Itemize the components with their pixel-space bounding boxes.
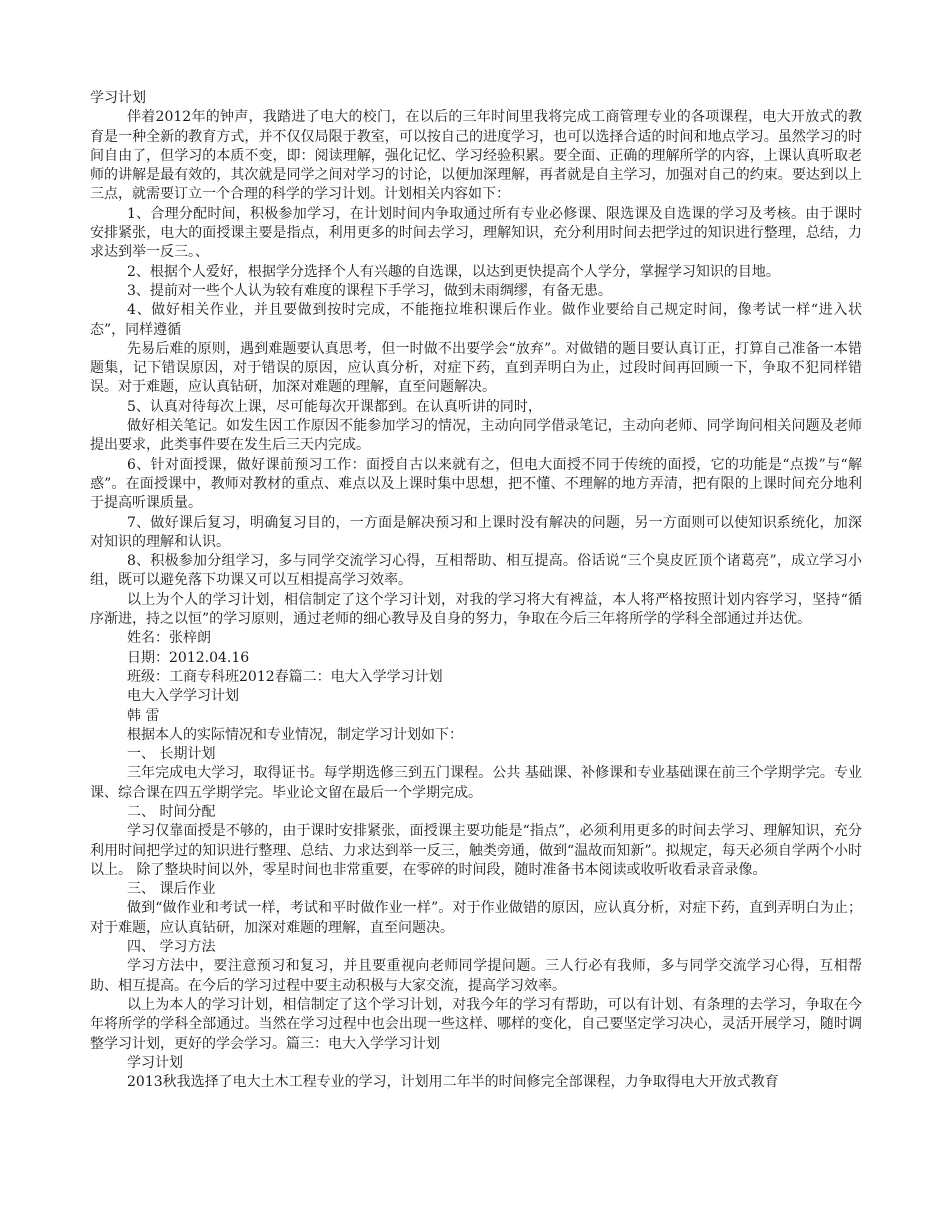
paragraph: 8、积极参加分组学习，多与同学交流学习心得，互相帮助、相互提高。俗话说“三个臭皮匠顶个诸葛亮”，成立学习小组，既可以避免落下功课又可以互相提高学习效率。	[90, 553, 862, 589]
paragraph: 日期：2012.04.16	[127, 649, 250, 666]
paragraph: 6、针对面授课，做好课前预习工作：面授自古以来就有之，但电大面授不同于传统的面授，它的功能是“点拨”与“解惑”。在面授课中，教师对教材的重点、难点以及上课时集中思想，把不懂、不理解的地方弄清，把有限的上课时间充分地利于提高听课质量。	[90, 456, 862, 512]
paragraph: 班级：工商专科班2012春篇二：电大入学学习计划	[127, 668, 443, 685]
paragraph: 四、 学习方法	[127, 939, 216, 956]
paragraph: 做到“做作业和考试一样，考试和平时做作业一样”。对于作业做错的原因，应认真分析，对症下药，直到弄明白为止；对于难题，应认真钻研，加深对难题的理解，直至问题决。	[90, 900, 862, 936]
paragraph: 以上为个人的学习计划，相信制定了这个学习计划，对我的学习将大有裨益，本人将严格按照计划内容学习，坚持“循序渐进，持之以恒”的学习原则，通过老师的细心教导及自身的努力，争取在今后三年将所学的学科全部通过并达优。	[90, 591, 862, 628]
paragraph: 根据本人的实际情况和专业情况，制定学习计划如下：	[127, 726, 463, 743]
paragraph: 二、 时间分配	[127, 803, 216, 820]
document-body	[90, 89, 862, 1092]
paragraph: 5、认真对待每次上课，尽可能每次开课都到。在认真听讲的同时，	[127, 398, 542, 415]
paragraph: 4、做好相关作业，并且要做到按时完成，不能拖拉堆积课后作业。做作业要给自己规定时间，像考试一样“进入状态”，同样遵循	[90, 302, 862, 338]
paragraph: 1、合理分配时间，积极参加学习，在计划时间内争取通过所有专业必修课、限选课及自选课的学习及考核。由于课时安排紧张，电大的面授课主要是指点，利用更多的时间去学习，理解知识，充分利用时间去把学过的知识进行整理，总结，力求达到举一反三。、	[90, 205, 862, 261]
paragraph: 2013秋我选择了电大土木工程专业的学习，计划用二年半的时间修完全部课程，力争取得电大开放式教育	[127, 1074, 779, 1091]
paragraph: 一、 长期计划	[127, 746, 216, 763]
paragraph: 学习方法中，要注意预习和复习，并且要重视向老师同学提问题。三人行必有我师，多与同学交流学习心得，互相帮助、相互提高。在今后的学习过程中要主动积极与大家交流，提高学习效率。	[90, 958, 862, 994]
paragraph: 三、 课后作业	[127, 881, 216, 898]
paragraph: 3、提前对一些个人认为较有难度的课程下手学习，做到未雨绸缪，有备无患。	[127, 282, 612, 299]
paragraph: 姓名：张梓朗	[127, 630, 211, 647]
paragraph: 三年完成电大学习，取得证书。每学期选修三到五门课程。公共 基础课、补修课和专业基础课在前三个学期学完。专业课、综合课在四五学期学完。毕业论文留在最后一个学期完成。	[90, 765, 862, 801]
paragraph: 2、根据个人爱好，根据学分选择个人有兴趣的自选课，以达到更快提高个人学分，掌握学习知识的目地。	[127, 263, 780, 280]
paragraph: 以上为本人的学习计划，相信制定了这个学习计划，对我今年的学习有帮助，可以有计划、有条理的去学习，争取在今年将所学的学科全部通过。当然在学习过程中也会出现一些这样、哪样的变化，自己要坚定学习决心，灵活开展学习，随时调整学习计划，更好的学会学习。篇三：电大入学学习计划	[90, 996, 862, 1052]
paragraph: 学习仅靠面授是不够的，由于课时安排紧张，面授课主要功能是“指点”，必须利用更多的时间去学习、理解知识，充分利用时间把学过的知识进行整理、总结、力求达到举一反三，触类旁通，做到“温故而知新”。拟规定，每天必须自学两个小时以上。 除了整块时间以外，零星时间也非常重要，在零碎的时间段，随时准备书本阅读或收听收看录音录像。	[90, 823, 862, 878]
paragraph: 伴着2012年的钟声，我踏进了电大的校门，在以后的三年时间里我将完成工商管理专业的各项课程，电大开放式的教育是一种全新的教育方式，并不仅仅局限于教室，可以按自己的进度学习，也可以选择合适的时间和地点学习。虽然学习的时间自由了，但学习的本质不变，即：阅读理解，强化记忆、学习经验积累。要全面、正确的理解所学的内容，上课认真听取老师的讲解是最有效的，其次就是同学之间对学习的讨论，以便加深理解，再者就是自主学习，加强对自己的约束。要达到以上三点，就需要订立一个合理的科学的学习计划。计划相关内容如下：	[90, 109, 862, 203]
paragraph: 学习计划	[127, 1054, 183, 1071]
paragraph: 先易后难的原则，遇到难题要认真思考，但一时做不出要学会“放弃”。对做错的题目要认真订正，打算自己准备一本错题集，记下错误原因，对于错误的原因，应认真分析，对症下药，直到弄明白为止，过段时间再回顾一下，争取不犯同样错误。对于难题，应认真钻研，加深对难题的理解，直至问题解决。	[90, 340, 862, 396]
paragraph: 做好相关笔记。如发生因工作原因不能参加学习的情况，主动向同学借录笔记，主动向老师、同学询问相关问题及老师提出要求，此类事件要在发生后三天内完成。	[90, 418, 862, 454]
paragraph: 7、做好课后复习，明确复习目的，一方面是解决预习和上课时没有解决的问题，另一方面则可以使知识系统化，加深对知识的理解和认识。	[90, 514, 862, 550]
document-title: 学习计划	[90, 90, 146, 106]
paragraph: 韩 雷	[127, 707, 160, 724]
paragraph: 电大入学学习计划	[127, 688, 239, 705]
